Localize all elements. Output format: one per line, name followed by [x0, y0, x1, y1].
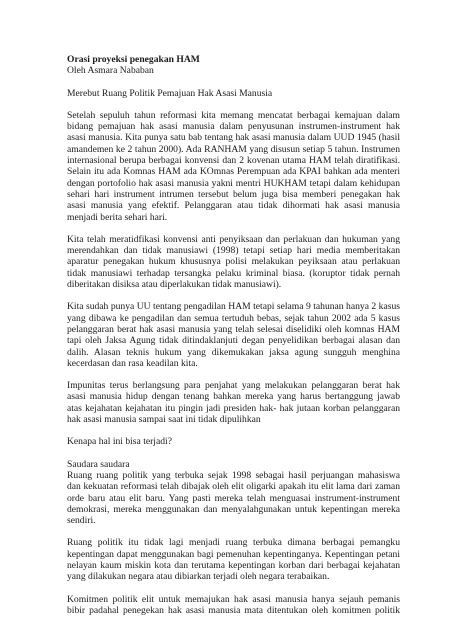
text-line: Impunitas terus berlangsung para penjahat yang melakukan pelanggaran berat hak: [67, 380, 400, 392]
text-line: bidang pemajuan hak asasi manusia dalam penyusunan instrumen-instrument hak: [67, 121, 400, 133]
text-line: Komitmen politik elit untuk memajukan hak asasi manusia hanya sejauh pemanis: [67, 593, 400, 605]
text-line: merendahkan dan tidak manusiawi (1998) tetapi setiap hari media memberitakan: [67, 245, 400, 257]
text-line: kepentingan dapat menggunakan bagi pemenuhan kepentinganya. Kepentingan petani: [67, 548, 400, 560]
text-line: internasional berupa berbagai konvensi dan 2 kovenan utama HAM telah diratifikasi.: [67, 155, 400, 167]
text-line: nelayan kaum miskin kota dan terutama kepentingan korban dari berbagai kejahatan: [67, 559, 400, 571]
question-line: Kenapa hal ini bisa terjadi?: [67, 436, 172, 448]
text-line: demokrasi, mereka menggunakan dan menyalahgunakan untuk kepentingan mereka: [67, 503, 400, 515]
text-line: hak asasi manusia sampai saat ini tidak dipulihkan: [67, 414, 261, 426]
paragraph-2: [67, 234, 400, 290]
text-line: yang dilakukan negara atau dibiarkan terjadi oleh negara terabaikan.: [67, 571, 330, 583]
paragraph-6: [67, 537, 400, 582]
text-line: atas kejahatan kejahatan itu pingin jadi presiden hak- hak jutaan korban pelanggaran: [67, 402, 400, 414]
paragraph-7: [67, 594, 400, 617]
text-line: menjadi berita sehari hari.: [67, 211, 168, 223]
text-line: orde baru atau elit baru. Yang pasti mereka telah menguasai instrument-instrument: [67, 492, 400, 504]
text-line: dengan portofolio hak asasi manusia yakni mentri HUKHAM tetapi dalam kehidupan: [67, 177, 400, 189]
text-line: diberitakan disiksa atau diperlakukan tidak manusiawi).: [67, 279, 282, 291]
document-subtitle: Merebut Ruang Politik Pemajuan Hak Asasi Manusia: [67, 87, 273, 99]
text-line: pelanggaran berat hak asasi manusia yang telah selesai diselidiki oleh komnas HAM: [67, 323, 400, 335]
text-line: Ruang politik itu tidak lagi menjadi ruang terbuka dimana berbagai pemangku: [67, 537, 400, 549]
paragraph-3: [67, 301, 400, 369]
text-line: Setelah sepuluh tahun reformasi kita memang mencatat berbagai kemajuan dalam: [67, 109, 400, 121]
text-line: dan kekuatan reformasi telah dibajak oleh elit oligarki apakah itu elit lama dari zaman: [67, 481, 400, 493]
text-line: Kita sudah punya UU tentang pengadilan HAM tetapi selama 9 tahunan hanya 2 kasus: [67, 301, 400, 313]
document-title: Orasi proyeksi penegakan HAM: [67, 54, 200, 65]
text-line: dalih. Alasan teknis hukum yang dikemukakan jaksa agung sungguh menghina: [67, 346, 400, 358]
text-line: kecerdasan dan rasa keadilan kita.: [67, 357, 198, 369]
text-line: asasi manusia yang efektif. Pelanggaran atau tidak dihormati hak asasi manusia: [67, 200, 400, 212]
text-line: asasi manusia. Kita punya satu bab tentang hak asasi manusia dalam UUD 1945 (hasil: [67, 132, 400, 144]
text-line: sehari hari instrument intrumen tersebut belum juga bisa memberi penegakan hak: [67, 188, 400, 200]
text-line: Selain itu ada Komnas HAM ada KOmnas Perempuan ada KPAI bahkan ada menteri: [67, 166, 400, 178]
text-line: Ruang ruang politik yang terbuka sejak 1998 sebagai hasil perjuangan mahasiswa: [67, 469, 400, 481]
text-line: tidak manusiawi terhadap tersangka pelaku kriminal biasa. (koruptor tidak pernah: [67, 267, 400, 279]
text-line: yang dibawa ke pengadilan dan semua tertuduh bebas, sejak tahun 2002 ada 5 kasus: [67, 312, 400, 324]
text-line: amandemen ke 2 tahun 2000). Ada RANHAM yang disusun setiap 5 tahun. Instrumen: [67, 143, 400, 155]
paragraph-4: [67, 380, 400, 425]
text-line: asasi manusia hidup dengan tenang bahkan mereka yang harus bertanggung jawab: [67, 391, 400, 403]
text-line: bibir padahal penegekan hak asasi manusia mata ditentukan oleh komitmen politik: [67, 604, 400, 616]
salutation-line: Saudara saudara: [67, 458, 130, 470]
text-line: Kita telah meratidfikasi konvensi anti penyiksaan dan perlakuan dan hukuman yang: [67, 233, 400, 245]
text-line: aparatur penegakan hukum khususnya polisi melakukan peyiksaan atau perlakuan: [67, 256, 400, 268]
text-line: sendiri.: [67, 515, 96, 527]
paragraph-5: [67, 470, 400, 526]
paragraph-1: [67, 110, 400, 223]
text-line: tapi oleh Jaksa Agung tidak ditindaklanjuti degan penyelidikan berbagai alasan dan: [67, 335, 400, 347]
document-author: Oleh Asmara Nababan: [67, 65, 154, 77]
document-body: [67, 54, 400, 627]
